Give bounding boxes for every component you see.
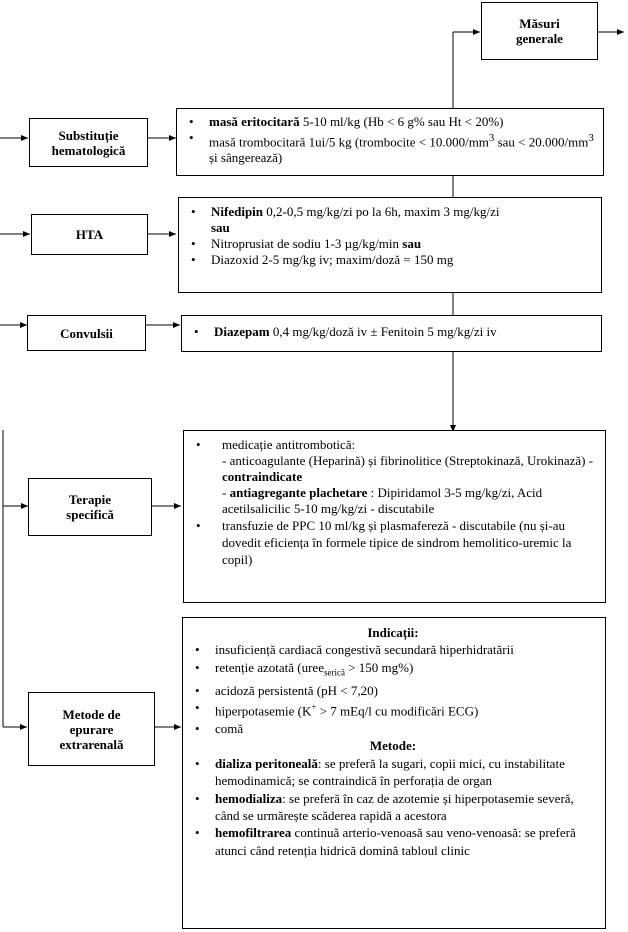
hta-item-3: • Diazoxid 2-5 mg/kg iv; maxim/doză = 150 mg bbox=[183, 252, 595, 268]
convulsii-label: Convulsii bbox=[60, 325, 113, 341]
masuri-line1: Măsuri bbox=[519, 16, 560, 31]
terapie-label1: Terapie bbox=[68, 492, 112, 507]
hta-item-1: • Nifedipin 0,2-0,5 mg/kg/zi po la 6h, maxim 3 mg/kg/zi sau bbox=[183, 204, 595, 236]
epurare-label2: epurare bbox=[69, 721, 114, 737]
epurare-info-box bbox=[182, 617, 606, 929]
terapie-box bbox=[28, 478, 152, 536]
indicatie-5: • comă bbox=[187, 720, 599, 737]
hta-box bbox=[31, 214, 148, 255]
substitutie-info-box bbox=[176, 108, 604, 176]
epurare-box bbox=[28, 692, 155, 766]
metode-title: Metode: bbox=[369, 738, 417, 754]
substitutie-item-1: • masă eritocitară 5-10 ml/kg (Hb < 6 g% sau Ht < 20%) bbox=[181, 114, 597, 130]
masuri-line2: generale bbox=[516, 31, 563, 46]
terapie-label2: specifică bbox=[66, 507, 114, 522]
indicatii-title: Indicații: bbox=[367, 625, 419, 640]
hta-info-box bbox=[178, 197, 602, 293]
indicatie-1: • insuficiență cardiacă congestivă secundară hiperhidratării bbox=[187, 641, 599, 658]
metoda-1: • dializa peritoneală: se preferă la sugari, copii mici, cu instabilitate hemodinamică; se contraindică în perforația de organ bbox=[187, 755, 599, 790]
metoda-2: • hemodializa: se preferă în caz de azotemie și hiperpotasemie severă, când se urmărește scăderea rapidă a acestora bbox=[187, 790, 599, 825]
masuri-generale-box bbox=[481, 2, 598, 60]
convulsii-item: • Diazepam 0,4 mg/kg/doză iv ± Fenitoin 5 mg/kg/zi iv bbox=[186, 324, 595, 340]
substitutie-label1: Substituție bbox=[58, 127, 119, 143]
hta-item-2: • Nitroprusiat de sodiu 1-3 µg/kg/min sau bbox=[183, 236, 595, 252]
metoda-3: • hemofiltrarea continuă arterio-venoasă sau veno-venoasă: se preferă atunci când retenția hidrică domină tabloul clinic bbox=[187, 824, 599, 859]
substitutie-item-2: • masă trombocitară 1ui/5 kg (trombocite < $10.000/mm^3$ sau < $20.000/mm^3$ și sângerează) bbox=[181, 130, 597, 166]
convulsii-box bbox=[27, 315, 146, 351]
terapie-info-box bbox=[183, 430, 606, 603]
indicatie-4: • hiperpotasemie (K+ > 7 mEq/l cu modificări ECG) bbox=[187, 699, 599, 720]
substitutie-box bbox=[29, 118, 148, 167]
epurare-label3: extrarenală bbox=[59, 736, 124, 752]
terapie-item-2: • transfuzie de PPC 10 ml/kg și plasmafereză - discutabile (nu și-au dovedit eficiența în formele tipice de sindrom hemolitico-uremic la copil) bbox=[188, 517, 599, 568]
indicatie-3: • acidoză persistentă (pH < 7,20) bbox=[187, 682, 599, 699]
indicatie-2: • retenție azotată (uree$_{serică}$ > 150 mg%) bbox=[187, 659, 599, 682]
convulsii-info-box bbox=[181, 315, 602, 352]
terapie-item-1: • medicație antitrombotică: - anticoagulante (Heparină) și fibrinolitice (Streptokinază, Urokinază) - contraindicate - antiagregante plachetare : Dipiridamol 3-5 mg/kg/zi, Acid acetilsalicilic 5-10 mg/kg/zi - discutabile bbox=[188, 437, 599, 517]
substitutie-label2: hematologică bbox=[51, 142, 126, 158]
hta-label: HTA bbox=[75, 227, 104, 242]
epurare-label1: Metode de bbox=[62, 706, 121, 722]
